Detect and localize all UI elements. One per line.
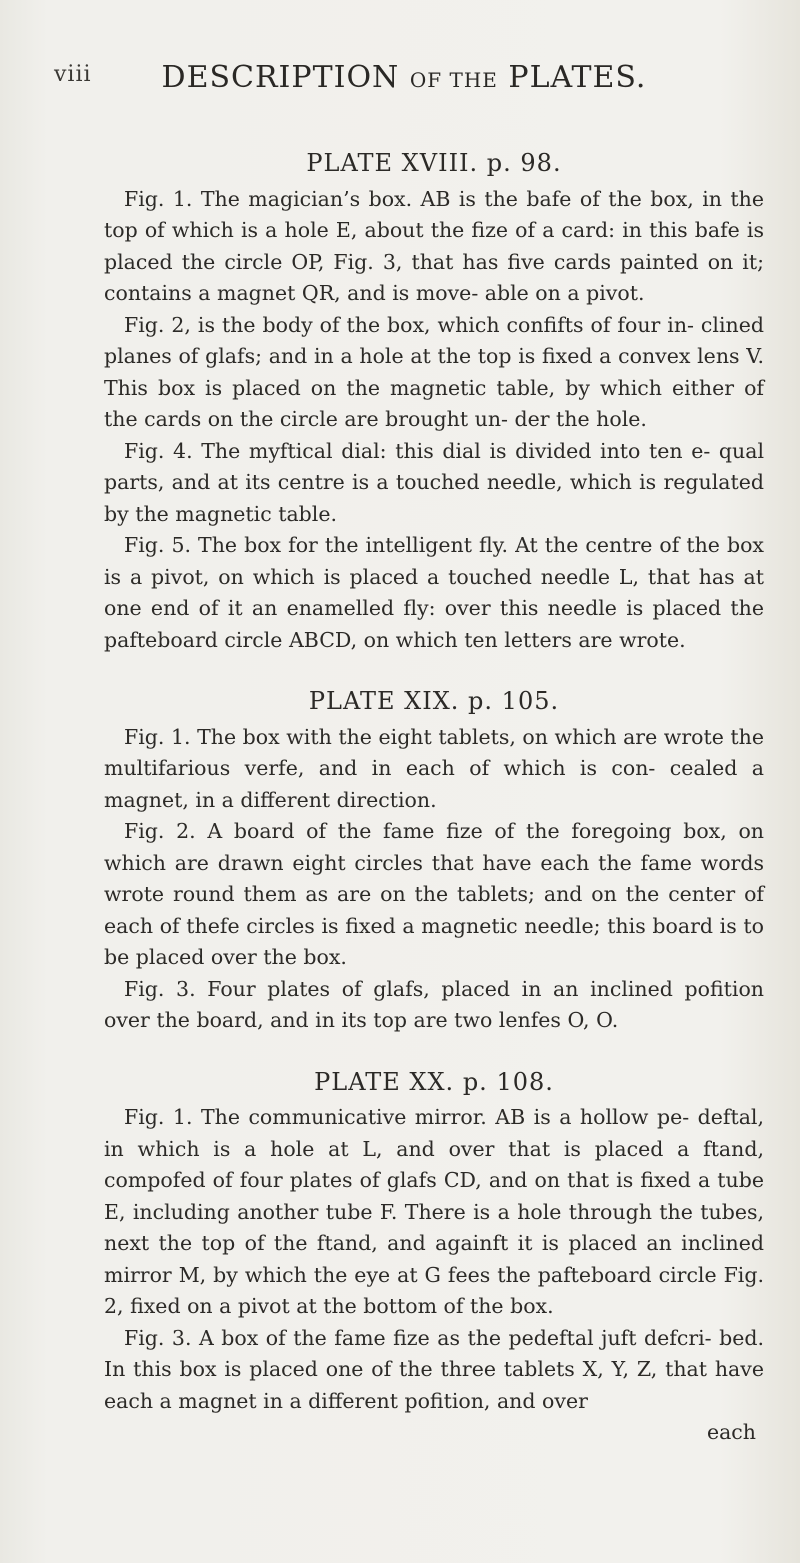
running-head-main: DESCRIPTION xyxy=(161,60,410,95)
running-head-small: OF THE xyxy=(409,68,498,92)
page-body xyxy=(104,148,764,1449)
plate-heading: PLATE XX. p. 108. xyxy=(314,1067,554,1096)
plate-heading: PLATE XVIII. p. 98. xyxy=(306,149,562,177)
figure-paragraph: Fig. 1. The box with the eight tablets, on which are wrote the multifarious verfe, and in each of which is con- cealed a magnet, in a different direction. xyxy=(104,724,764,812)
running-head xyxy=(54,60,754,95)
figure-paragraph: Fig. 4. The myftical dial: this dial is divided into ten e- qual parts, and at its centre is a touched needle, which is regulated by the magnetic table. xyxy=(104,438,764,526)
figure-paragraph: Fig. 3. A box of the fame fize as the pedeftal juft defcri- bed. In this box is placed one of the three tablets X, Y, Z, that have each a magnet in a different pofition, and over xyxy=(104,1325,764,1413)
figure-paragraph: Fig. 3. Four plates of glafs, placed in an inclined pofition over the board, and in its top are two lenfes O, O. xyxy=(104,976,764,1032)
catchword: each xyxy=(706,1420,756,1444)
figure-paragraph: Fig. 2. A board of the fame fize of the foregoing box, on which are drawn eight circles that have each the fame words wrote round them as are on the tablets; and on the center of each of thefe circles is fixed a magnetic needle; this board is to be placed over the box. xyxy=(104,819,764,969)
page-header xyxy=(54,60,754,104)
figure-paragraph: Fig. 1. The magician’s box. AB is the bafe of the box, in the top of which is a hole E, about the fize of a card: in this bafe is placed the circle OP, Fig. 3, that has five cards painted on it; contains a magnet QR, and is move- able on a pivot. xyxy=(104,186,764,305)
page-number: viii xyxy=(54,62,92,87)
plate-heading: PLATE XIX. p. 105. xyxy=(308,687,560,715)
figure-paragraph: Fig. 1. The communicative mirror. AB is a hollow pe- deftal, in which is a hole at L, and over that is placed a ftand, compofed of four plates of glafs CD, and on that is fixed a tube E, including another tube F. There is a hole through the tubes, next the top of the ftand, and againft it is placed an inclined mirror M, by which the eye at G fees the pafteboard circle Fig. 2, fixed on a pivot at the bottom of the box. xyxy=(104,1105,764,1318)
figure-paragraph: Fig. 2, is the body of the box, which confifts of four in- clined planes of glafs; and in a hole at the top is fixed a convex lens V. This box is placed on the magnetic table, by which either of the cards on the circle are brought un- der the hole. xyxy=(104,312,764,431)
figure-paragraph: Fig. 5. The box for the intelligent fly. At the centre of the box is a pivot, on which is placed a touched needle L, that has at one end of it an enamelled fly: over this needle is placed the pafteboard circle ABCD, on which ten letters are wrote. xyxy=(104,533,764,652)
running-head-end: PLATES. xyxy=(497,60,647,95)
